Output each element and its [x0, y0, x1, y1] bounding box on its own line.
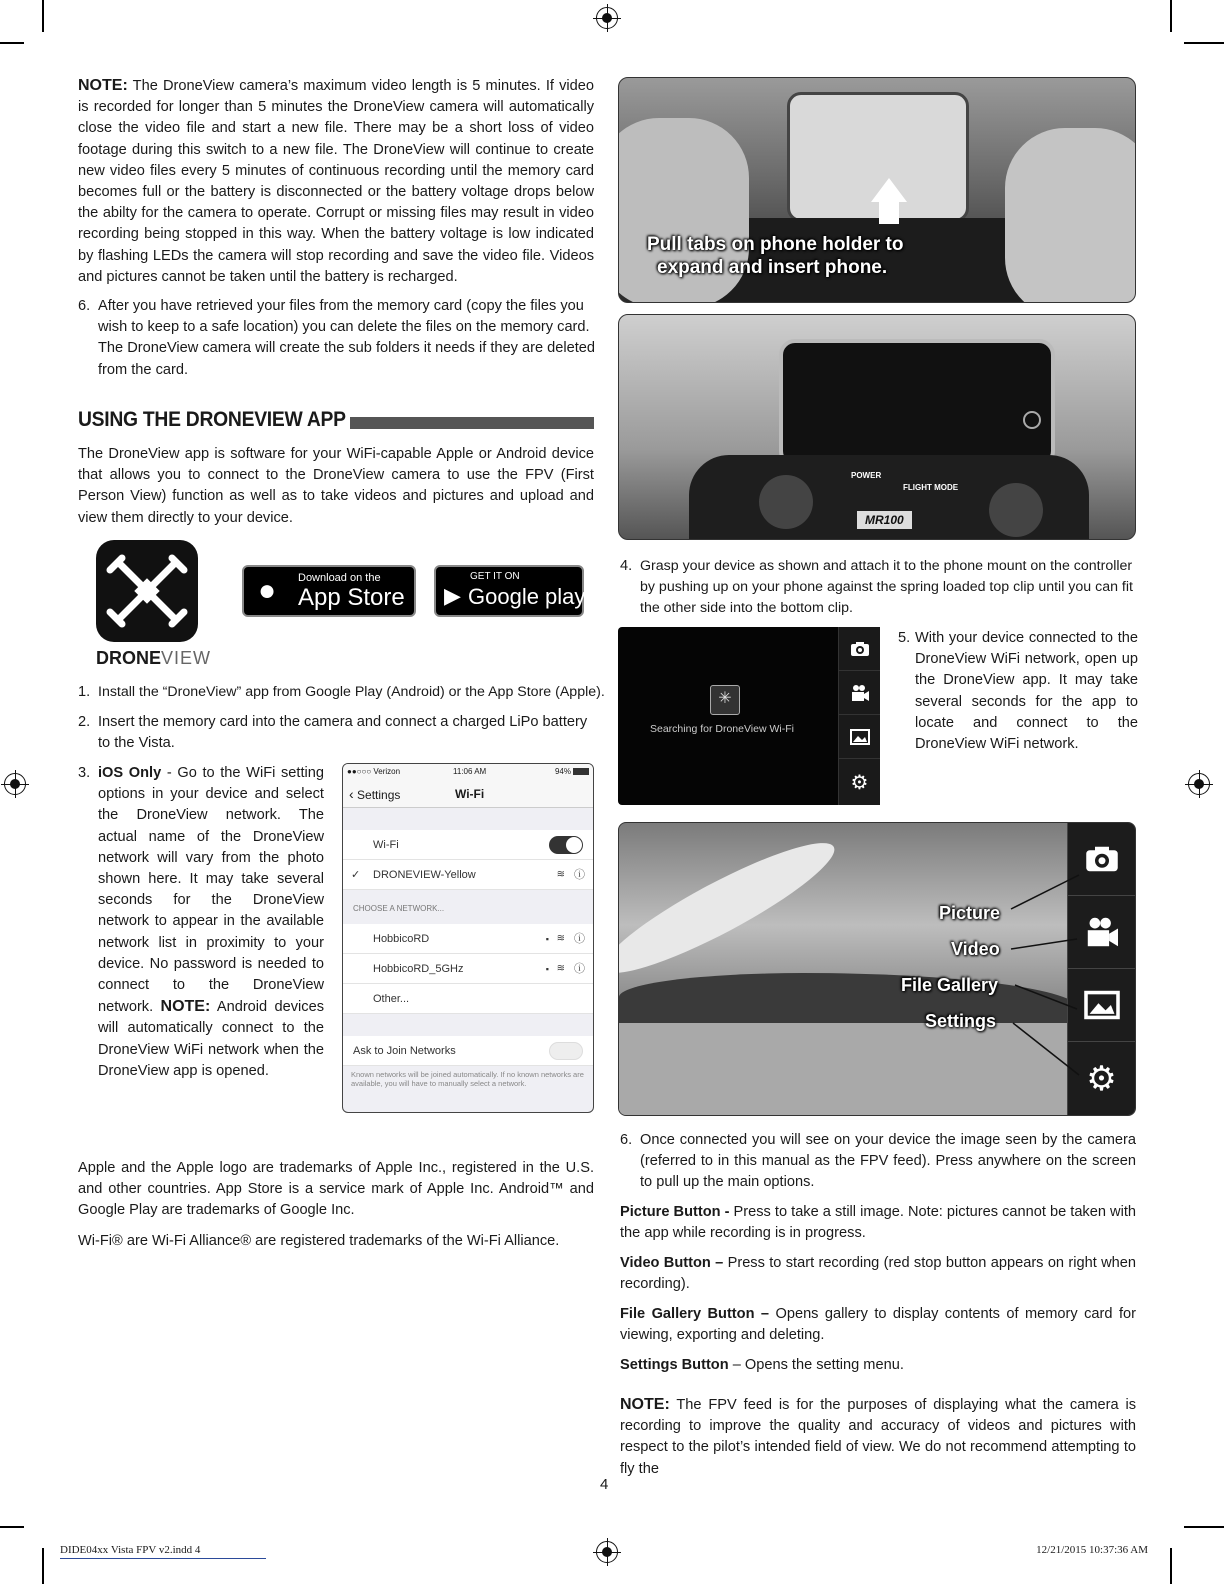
callout-video: Video: [951, 939, 1000, 959]
gallery-icon[interactable]: [839, 715, 880, 759]
note-label: NOTE:: [78, 77, 128, 94]
step-number: 6.: [78, 298, 91, 314]
step-number: 6.: [620, 1132, 633, 1148]
video-icon[interactable]: [839, 671, 880, 715]
crop-mark: [1170, 1548, 1172, 1584]
joystick-right: [989, 483, 1043, 537]
home-button: [1023, 411, 1041, 429]
appstore-small: Download on the: [298, 572, 381, 584]
step-4: [620, 556, 1138, 620]
battery-icon: [573, 768, 589, 775]
step-number: 4.: [620, 558, 633, 574]
callout-picture: Picture: [939, 903, 1001, 923]
step-text: Grasp your device as shown and attach it to the phone mount on the controller by pushing up on your phone against the spring loaded top clip until you can fit the other side into the bottom clip.: [640, 558, 1133, 617]
googleplay-small: GET IT ON: [470, 571, 520, 582]
step-5: [898, 628, 1138, 755]
network-name: HobbicoRD: [373, 933, 430, 945]
section-intro: The DroneView app is software for your WiFi-capable Apple or Android device that allows you to connect to the DroneView camera to use the FPV (First Person View) function as well as to take videos and pictures and upload and view them directly to your device.: [78, 446, 594, 526]
choose-network-header: CHOOSE A NETWORK...: [353, 904, 445, 913]
settings-button-desc: [620, 1355, 1136, 1376]
network-row[interactable]: [343, 984, 593, 1014]
search-status: Searching for DroneView Wi-Fi: [650, 723, 794, 735]
lock-icon: ▪: [545, 934, 549, 944]
step-number: 3.: [78, 765, 91, 781]
callout-lines: [619, 823, 1136, 1116]
step-2: [78, 712, 598, 754]
toggle-knob: [566, 837, 582, 853]
network-row[interactable]: [343, 954, 593, 984]
hand-right: [1005, 128, 1136, 303]
crop-mark: [1170, 0, 1172, 32]
connected-network-row[interactable]: [343, 860, 593, 890]
term: Picture Button -: [620, 1204, 730, 1220]
note-label: NOTE:: [620, 1396, 670, 1413]
callout-file-gallery: File Gallery: [901, 975, 999, 995]
ios-wifi-screenshot: [342, 763, 594, 1113]
network-name: Other...: [373, 993, 410, 1005]
googleplay-big: Google play: [468, 584, 586, 609]
footer-slug-left: [60, 1544, 200, 1556]
google-play-icon: ▶: [444, 583, 461, 608]
step-1: [78, 682, 605, 703]
crop-mark: [1184, 1526, 1224, 1528]
ask-toggle[interactable]: [549, 1042, 583, 1060]
ask-footer: Known networks will be joined automatically. If no known networks are available, you will have to manually select a network.: [351, 1070, 584, 1088]
note-text: The FPV feed is for the purposes of displaying what the camera is recording to improve the quality and accuracy of videos and pictures with respect to the pilot’s intended field of view. We do not recommend attempting to fly the: [620, 1397, 1136, 1477]
camera-icon[interactable]: [839, 627, 880, 671]
wifi-signal-icon: ≋: [556, 869, 565, 880]
note-top: [78, 75, 594, 288]
desc: Opens gallery to display contents of memory card for viewing, exporting and deleting.: [620, 1306, 1136, 1344]
crop-mark: [0, 1526, 24, 1528]
photo-caption-line-1: Pull tabs on phone holder to: [647, 234, 904, 255]
model-label: MR100: [857, 511, 912, 529]
footer-slug-right: 12/21/2015 10:37:36 AM: [1036, 1544, 1148, 1556]
app-search-screenshot: [618, 627, 880, 805]
power-label: POWER: [851, 471, 882, 480]
connected-network: DRONEVIEW-Yellow: [373, 869, 476, 881]
crop-mark: [42, 0, 44, 32]
chevron-left-icon: ‹: [349, 786, 354, 802]
callout-settings: Settings: [925, 1011, 997, 1031]
step-number: 2.: [78, 714, 91, 730]
section-heading: [78, 408, 594, 436]
photo-phone-holder-pull: [618, 77, 1136, 303]
term: Settings Button: [620, 1357, 729, 1373]
droneview-logo-icon: [96, 540, 198, 642]
ios-only-label: iOS Only: [98, 765, 162, 781]
registration-mark-icon: [1188, 773, 1210, 795]
step-text: Insert the memory card into the camera and connect a charged LiPo battery to the Vista.: [98, 714, 588, 752]
step-number: 1.: [78, 684, 91, 700]
crop-mark: [1184, 42, 1224, 44]
step-number: 5.: [898, 630, 911, 646]
section-title: USING THE DRONEVIEW APP: [78, 408, 346, 431]
desc: – Opens the setting menu.: [728, 1357, 904, 1373]
trademark-apple: Apple and the Apple logo are trademarks of Apple Inc., registered in the U.S. and other countries. App Store is a service mark of Apple Inc. Android™ and Google Play are trademarks of Google Inc.: [78, 1160, 594, 1219]
info-icon[interactable]: ⓘ: [574, 933, 585, 945]
info-icon[interactable]: ⓘ: [574, 963, 585, 975]
wordmark-light: VIEW: [161, 648, 212, 668]
step-6-files: [78, 296, 598, 381]
wifi-toggle-row: [343, 830, 593, 860]
droneview-wordmark: [96, 648, 212, 669]
status-bar: [343, 764, 593, 780]
note-label: NOTE:: [160, 998, 211, 1016]
lock-icon: ▪: [545, 964, 549, 974]
photo-phone-mounted: [618, 314, 1136, 540]
clock: 11:06 AM: [453, 767, 487, 776]
wordmark-bold: DRONE: [96, 648, 162, 668]
video-button-desc: [620, 1253, 1136, 1295]
nav-bar: [343, 780, 593, 808]
step-text: Once connected you will see on your device the image seen by the camera (referred to in this manual as the FPV feed). Press anywhere on the screen to pull up the main options.: [640, 1132, 1136, 1191]
term: Video Button –: [620, 1255, 724, 1271]
google-play-badge[interactable]: [434, 565, 584, 617]
settings-gear-icon[interactable]: ⚙: [850, 771, 869, 794]
note-text: Android devices will automatically connect to the DroneView WiFi network when the DroneView app is opened.: [98, 999, 324, 1079]
back-button[interactable]: [349, 786, 400, 802]
crop-mark: [42, 1548, 44, 1584]
desc: Press to start recording (red stop button appears on right when recording).: [620, 1255, 1136, 1293]
wifi-signal-icon: ≋: [556, 933, 565, 944]
trademark-wifi: Wi-Fi® are Wi-Fi Alliance® are registered trademarks of the Wi-Fi Alliance.: [78, 1233, 560, 1249]
step-text: - Go to the WiFi setting options in your device and select the DroneView network. The actual name of the DroneView network will vary from the photo shown here. It may take several seconds for the DroneView network to appear in the available network list in proximity to your device. No password is needed to connect to the DroneView network.: [98, 765, 324, 1016]
ask-to-join-row: [343, 1036, 593, 1066]
flight-mode-label: FLIGHT MODE: [903, 483, 959, 492]
carrier: ●●○○○ Verizon: [347, 767, 401, 776]
check-icon: ✓: [351, 869, 361, 881]
step-3: [78, 763, 324, 1082]
app-store-badge[interactable]: [242, 565, 416, 617]
fpv-screenshot: [618, 822, 1136, 1116]
arrow-up-icon: [871, 178, 907, 202]
file-gallery-button-desc: [620, 1304, 1136, 1346]
arrow-shaft: [879, 200, 899, 224]
network-name: HobbicoRD_5GHz: [373, 963, 464, 975]
footer-filename: DIDE04xx Vista FPV v2.indd 4: [60, 1544, 201, 1556]
nav-title: Wi-Fi: [455, 787, 485, 801]
desc: Press to take a still image. Note: pictures cannot be taken with the app while recording is in progress.: [620, 1204, 1136, 1242]
registration-mark-icon: [4, 773, 26, 795]
step-text: Install the “DroneView” app from Google Play (Android) or the App Store (Apple).: [98, 684, 605, 700]
app-sidebar: [838, 627, 880, 805]
droneview-logo: [96, 540, 212, 670]
ask-label: Ask to Join Networks: [353, 1045, 456, 1057]
phone-shape: [779, 339, 1055, 467]
photo-caption-line-2: expand and insert phone.: [657, 257, 888, 278]
footer-rule: [60, 1558, 266, 1559]
appstore-big: App Store: [298, 584, 405, 611]
heading-rule: [350, 417, 594, 429]
page-number: 4: [600, 1476, 609, 1493]
joystick-left: [759, 475, 813, 529]
registration-mark-icon: [596, 7, 618, 29]
step-text: After you have retrieved your files from the memory card (copy the files you wish to keep to a safe location) you can delete the files on the memory card. The DroneView camera will create the sub folders it needs if they are deleted from the card.: [98, 298, 595, 378]
wifi-signal-icon: ≋: [556, 963, 565, 974]
step-6-connected: [620, 1130, 1136, 1194]
back-label: Settings: [357, 788, 401, 802]
picture-button-desc: [620, 1202, 1136, 1244]
settings-button-gear-icon[interactable]: ⚙: [1086, 1059, 1117, 1098]
apple-icon: ●: [258, 574, 277, 607]
crop-mark: [0, 42, 24, 44]
note-text: The DroneView camera’s maximum video length is 5 minutes. If video is recorded for longer than 5 minutes the DroneView camera will automatically close the video file and start a new file. There may be a short loss of video footage during this switch to a new file. The DroneView will continue to create new video files every 5 minutes of continuous recording until the memory card becomes full or the battery is disconnected or the battery voltage drops below the abilty for the camera to operate. Corrupt or missing files may result in video recording being stopped in this way. When the battery voltage is low indicated by flashing LEDs the camera will stop recording and save the video file. Videos and pictures cannot be taken until the battery is recharged.: [78, 78, 594, 285]
battery-level: 94%: [554, 767, 571, 776]
term: File Gallery Button –: [620, 1306, 770, 1322]
spinner-icon: ✳: [710, 685, 740, 715]
registration-mark-icon: [596, 1541, 618, 1563]
note-bottom: [620, 1394, 1136, 1480]
info-icon[interactable]: ⓘ: [574, 869, 585, 881]
step-text: With your device connected to the DroneView WiFi network, open up the DroneView app. It may take several seconds for the app to locate and connect to the DroneView WiFi network.: [915, 630, 1138, 753]
wifi-label: Wi-Fi: [373, 839, 399, 851]
network-row[interactable]: [343, 924, 593, 954]
phone-shape: [787, 92, 969, 222]
wifi-toggle[interactable]: [549, 836, 583, 854]
